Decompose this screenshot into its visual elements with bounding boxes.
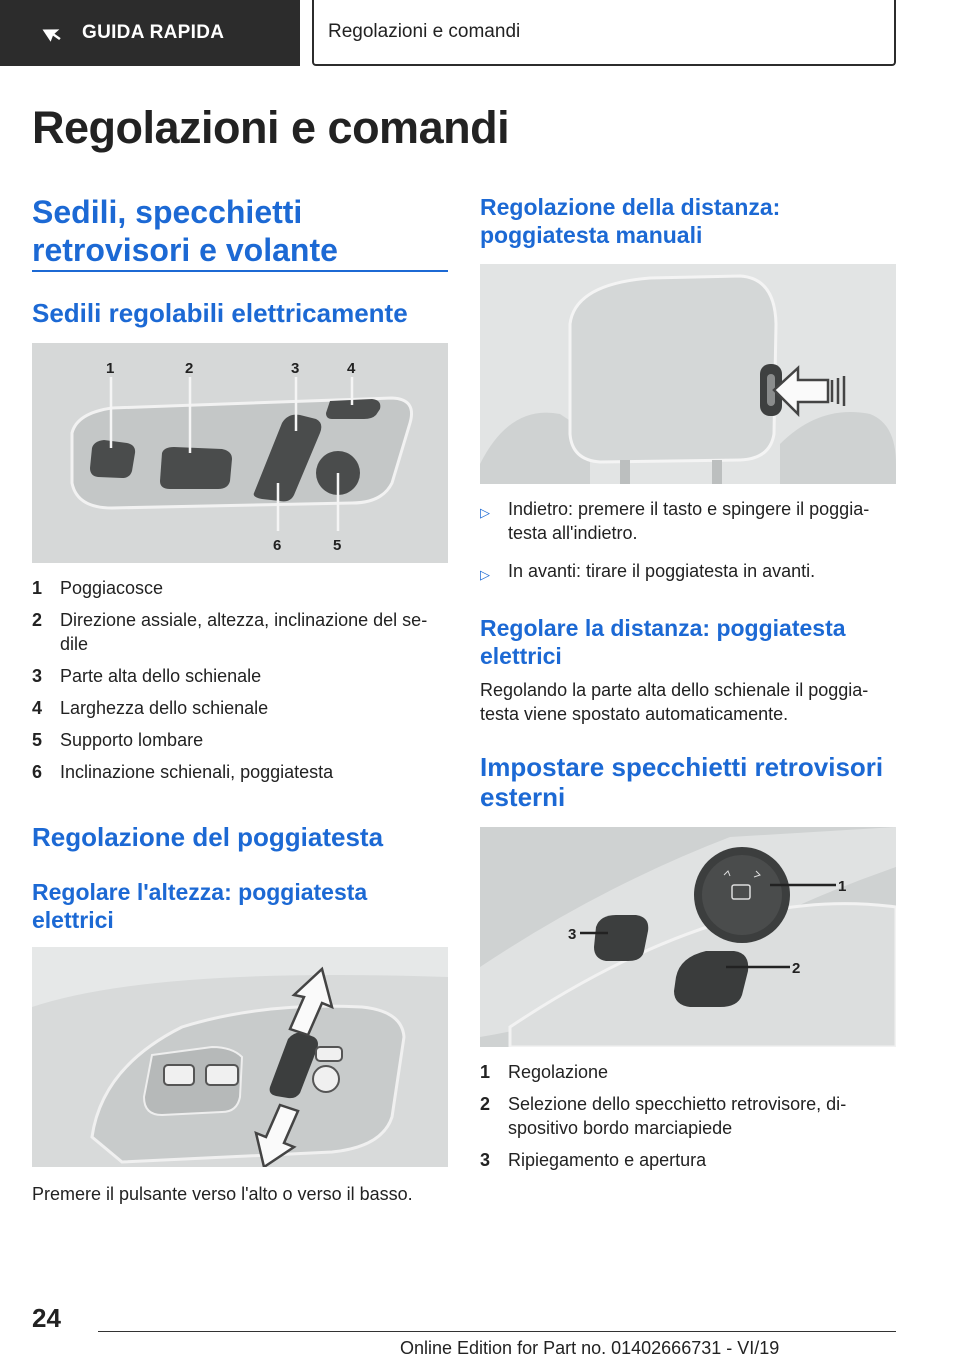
triangle-bullet-icon: ▷ (480, 505, 490, 520)
list-item: 3 Parte alta dello schienale (32, 666, 262, 686)
page-number: 24 (32, 1303, 61, 1333)
seat-figure-label-3: 3 (291, 360, 300, 377)
seat-figure-label-5: 5 (333, 537, 342, 554)
quick-guide-tab[interactable] (0, 0, 300, 66)
distance-manual-title: Regolazione della distanza: poggiatesta manuali (480, 194, 781, 248)
list-item: ▷ In avanti: tirare il poggiatesta in avanti. (480, 559, 896, 587)
seat-controls-list (32, 576, 448, 792)
section-divider (32, 270, 448, 272)
section-title: Sedili, specchietti retrovisori e volante (32, 194, 338, 268)
seat-figure-label-1: 1 (106, 360, 115, 377)
mirror-controls-list (480, 1060, 896, 1180)
list-item: ▷ Indietro: premere il tasto e spingere il poggiatesta all'indietro. (480, 499, 870, 543)
height-title: Regolare l'altezza: poggiatesta elettrici (32, 879, 368, 933)
mirror-figure-label-1: 1 (838, 878, 847, 895)
list-item: 1 Poggiacosce (32, 578, 164, 598)
page-title: Regolazioni e comandi (32, 102, 510, 153)
distance-electric-text: Regolando la parte alta dello schienale il poggiatesta viene spostato automaticamente. (480, 680, 869, 724)
seat-figure-label-4: 4 (347, 360, 356, 377)
seat-controls-figure (32, 343, 448, 563)
footer-divider (98, 1331, 896, 1332)
footer-edition: Online Edition for Part no. 01402666731 - VI/19 (400, 1338, 780, 1358)
manual-headrest-figure (480, 264, 896, 484)
list-item: 3 Ripiegamento e apertura (480, 1150, 707, 1170)
triangle-bullet-icon: ▷ (480, 567, 490, 582)
subsection-title: Sedili regolabili elettricamente (32, 298, 408, 328)
quick-guide-label: GUIDA RAPIDA (82, 22, 225, 43)
height-caption: Premere il pulsante verso l'alto o verso il basso. (32, 1184, 413, 1204)
distance-electric-title: Regolare la distanza: poggiatesta elettrici (480, 615, 846, 669)
mirror-figure-label-2: 2 (792, 960, 801, 977)
list-item: 2 Direzione assiale, altezza, inclinazione del sedile (32, 610, 428, 654)
list-item: 6 Inclinazione schienali, poggiatesta (32, 762, 334, 782)
seat-figure-label-2: 2 (185, 360, 194, 377)
headrest-height-figure (32, 947, 448, 1167)
list-item: 5 Supporto lombare (32, 730, 204, 750)
mirror-controls-figure (480, 827, 896, 1047)
header-section (312, 0, 896, 66)
list-item: 1 Regolazione (480, 1062, 609, 1082)
seat-figure-label-6: 6 (273, 537, 282, 554)
list-item: 4 Larghezza dello schienale (32, 698, 269, 718)
headrest-title: Regolazione del poggiatesta (32, 822, 384, 852)
header-section-title: Regolazioni e comandi (328, 21, 521, 42)
manual-distance-list (480, 497, 896, 601)
list-item: 2 Selezione dello specchietto retrovisore, dispositivo bordo marciapiede (480, 1094, 847, 1138)
mirror-figure-label-3: 3 (568, 926, 577, 943)
mirrors-title: Impostare specchietti retrovisori esterni (480, 752, 884, 812)
pointer-icon (42, 22, 64, 44)
